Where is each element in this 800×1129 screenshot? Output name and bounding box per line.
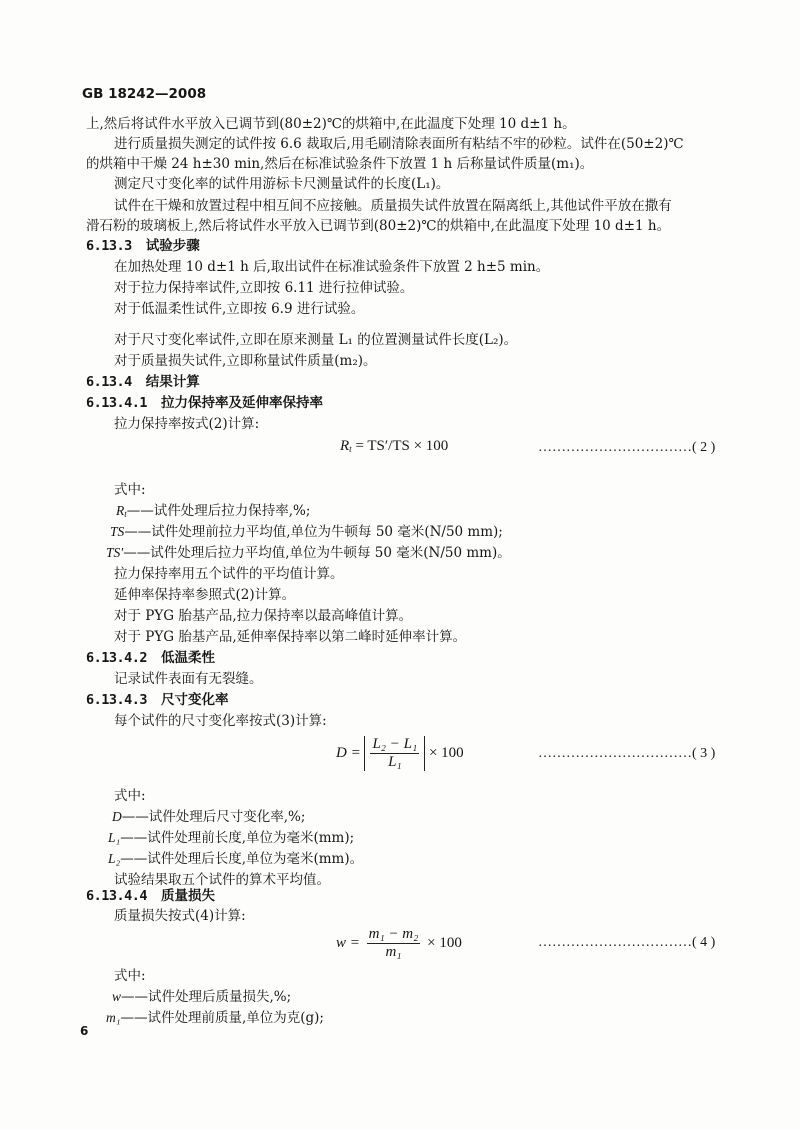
formula-rhs: = TS′/TS × 100 — [355, 438, 449, 454]
formula-intro: 拉力保持率按式(2)计算: — [114, 416, 260, 432]
section-number: 6.13.3 — [86, 238, 132, 254]
definition-line: L₁——试件处理前长度,单位为毫米(mm); — [108, 830, 355, 846]
note-line: 对于 PYG 胎基产品,拉力保持率以最高峰值计算。 — [114, 608, 413, 624]
section-number: 6.13.4.3 — [86, 692, 148, 708]
section-text: 记录试件表面有无裂缝。 — [114, 671, 263, 687]
procedure-line: 在加热处理 10 d±1 h 后,取出试件在标准试验条件下放置 2 h±5 min。 — [114, 259, 550, 275]
section-number: 6.13.4.2 — [86, 650, 148, 666]
section-title: 质量损失 — [161, 888, 216, 904]
formula-4: w = $\frac{\text{m₁ − m₂}}{\text{m₁}}$ × 100 — [336, 926, 462, 960]
definition-line: D——试件处理后尺寸变化率,%; — [112, 809, 306, 825]
paragraph-line: 的烘箱中干燥 24 h±30 min,然后在标准试验条件下放置 1 h 后称量试件质量(m₁)。 — [86, 156, 594, 172]
section-heading-6-13-4 — [86, 372, 200, 392]
where-label: 式中: — [114, 482, 146, 498]
definition-line: TS——试件处理前拉力平均值,单位为牛顿每 50 毫米(N/50 mm); — [110, 524, 503, 540]
paragraph-line: 测定尺寸变化率的试件用游标卡尺测量试件的长度(L₁)。 — [114, 176, 450, 192]
paragraph-line: 滑石粉的玻璃板上,然后将试件水平放入已调节到(80±2)℃的烘箱中,在此温度下处理 10 d±1 h。 — [86, 218, 671, 234]
note-line: 延伸率保持率参照式(2)计算。 — [114, 587, 296, 603]
section-number: 6.13.4.4 — [86, 888, 148, 904]
paragraph-line: 上,然后将试件水平放入已调节到(80±2)℃的烘箱中,在此温度下处理 10 d±1 h。 — [86, 116, 576, 132]
formula-3: D = $\frac{\text{L₂ − L₁}}{\text{L₁}}$ × 100 — [336, 736, 464, 770]
definition-line: L₂——试件处理后长度,单位为毫米(mm)。 — [108, 851, 364, 867]
paragraph-line: 进行质量损失测定的试件按 6.6 裁取后,用毛刷清除表面所有粘结不牢的砂粒。试件在(50±2)℃ — [114, 136, 684, 152]
section-heading-6-13-3 — [86, 236, 200, 256]
procedure-line: 对于尺寸变化率试件,立即在原来测量 L₁ 的位置测量试件长度(L₂)。 — [114, 332, 518, 348]
definition-line: m₁——试件处理前质量,单位为克(g); — [106, 1010, 324, 1026]
procedure-line: 对于低温柔性试件,立即按 6.9 进行试验。 — [114, 301, 365, 317]
section-heading-6-13-4-2 — [86, 648, 215, 668]
section-title: 尺寸变化率 — [161, 692, 229, 708]
equation-number-3: ……………………………( 3 ) — [538, 746, 716, 761]
formula-2: $R_t = TS'/TS \times 100$ — [340, 438, 449, 454]
section-title: 试验步骤 — [145, 238, 200, 254]
section-number: 6.13.4.1 — [86, 395, 148, 411]
definition-line: TS′——试件处理后拉力平均值,单位为牛顿每 50 毫米(N/50 mm)。 — [106, 545, 511, 561]
section-number: 6.13.4 — [86, 374, 132, 390]
section-heading-6-13-4-1 — [86, 393, 323, 413]
equation-number-2: ……………………………( 2 ) — [538, 440, 716, 455]
section-title: 拉力保持率及延伸率保持率 — [161, 395, 324, 411]
formula-intro: 质量损失按式(4)计算: — [114, 908, 246, 924]
formula-intro: 每个试件的尺寸变化率按式(3)计算: — [114, 713, 327, 729]
section-title: 结果计算 — [145, 374, 200, 390]
paragraph-line: 试件在干燥和放置过程中相互间不应接触。质量损失试件放置在隔离纸上,其他试件平放在撒有 — [114, 198, 672, 214]
procedure-line: 对于拉力保持率试件,立即按 6.11 进行拉伸试验。 — [114, 280, 414, 296]
standard-code-header: GB 18242—2008 — [82, 86, 207, 102]
definition-line: $R_t——$试件处理后拉力保持率,%; — [116, 503, 311, 519]
where-label: 式中: — [114, 788, 146, 804]
where-label: 式中: — [114, 968, 146, 984]
note-line: 试验结果取五个试件的算术平均值。 — [114, 872, 330, 888]
section-title: 低温柔性 — [161, 650, 216, 666]
definition-line: w——试件处理后质量损失,%; — [112, 989, 292, 1005]
note-line: 对于 PYG 胎基产品,延伸率保持率以第二峰时延伸率计算。 — [114, 629, 467, 645]
equation-number-4: ……………………………( 4 ) — [538, 935, 716, 950]
procedure-line: 对于质量损失试件,立即称量试件质量(m₂)。 — [114, 353, 377, 369]
page-number: 6 — [80, 1024, 89, 1038]
note-line: 拉力保持率用五个试件的平均值计算。 — [114, 566, 344, 582]
absolute-value: $\frac{\text{L₂ − L₁}}{\text{L₁}}$ — [364, 736, 425, 771]
section-heading-6-13-4-3 — [86, 690, 229, 710]
section-heading-6-13-4-4 — [86, 886, 215, 906]
